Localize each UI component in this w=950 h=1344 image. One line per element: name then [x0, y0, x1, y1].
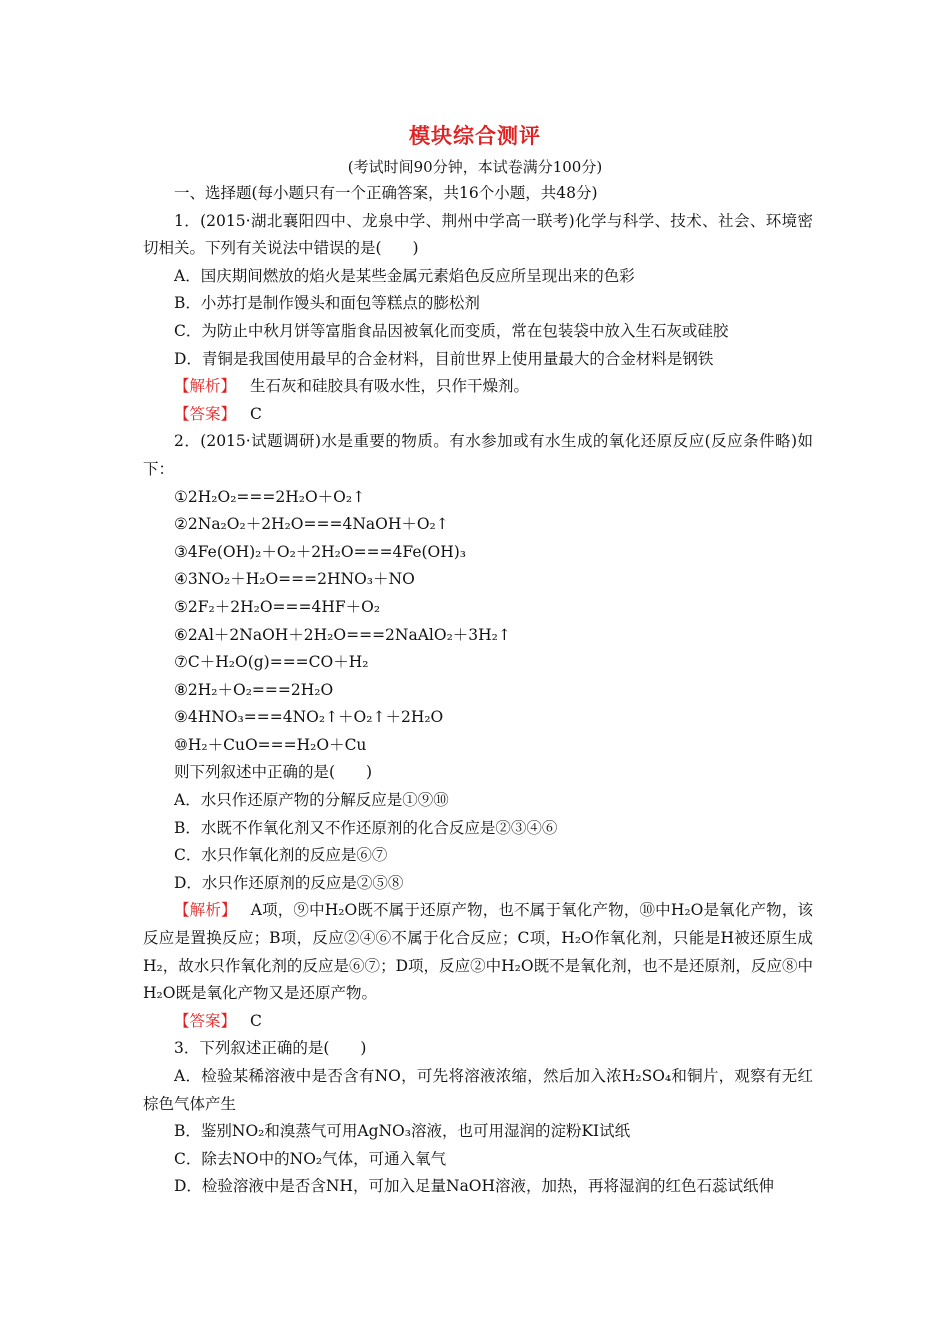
- q2-reaction-6: ⑥2Al＋2NaOH＋2H₂O===2NaAlO₂＋3H₂↑: [174, 625, 511, 644]
- q1-option-b: B．小苏打是制作馒头和面包等糕点的膨松剂: [174, 294, 480, 313]
- q1-option-d: D．青铜是我国使用最早的合金材料，目前世界上使用量最大的合金材料是钢铁: [174, 349, 714, 368]
- q2-stem: 2．(2015·试题调研)水是重要的物质。有水参加或有水生成的氧化还原反应(反应条件略)如下：: [143, 432, 813, 478]
- q2-option-d: D．水只作还原剂的反应是②⑤⑧: [174, 873, 404, 892]
- page-title: 模块综合测评: [409, 123, 541, 148]
- analysis-tag: 【解析】: [174, 901, 237, 920]
- q2-analysis-text: A项，⑨中H₂O既不属于还原产物，也不属于氧化产物，⑩中H₂O是氧化产物，该反应是置换反应；B项，反应②④⑥不属于化合反应；C项，H₂O作氧化剂，只能是H被还原生成H₂，故水只作氧化剂的反应是⑥⑦；D项，反应②中H₂O既不是氧化剂，也不是还原剂，反应⑧中H₂O既是氧化产物又是还原产物。: [143, 901, 813, 1003]
- section-heading: 一、选择题(每小题只有一个正确答案，共16个小题，共48分): [174, 184, 598, 202]
- q2-reaction-10: ⑩H₂＋CuO===H₂O＋Cu: [174, 735, 367, 754]
- exam-info: (考试时间90分钟，本试卷满分100分): [347, 158, 603, 176]
- q3-stem: 3．下列叙述正确的是( ): [174, 1039, 367, 1058]
- answer-tag: 【答案】: [174, 404, 237, 423]
- document-body: [143, 180, 813, 1201]
- q1-stem: 1．(2015·湖北襄阳四中、龙泉中学、荆州中学高一联考)化学与科学、技术、社会、环境密切相关。下列有关说法中错误的是( ): [143, 211, 813, 258]
- q2-option-c: C．水只作氧化剂的反应是⑥⑦: [174, 846, 388, 865]
- q2-analysis: [143, 897, 813, 1007]
- q2-reaction-5: ⑤2F₂＋2H₂O===4HF＋O₂: [174, 597, 381, 616]
- q3-option-d: D．检验溶液中是否含NH，可加入足量NaOH溶液，加热，再将湿润的红色石蕊试纸伸: [174, 1177, 775, 1196]
- q1-answer-value: C: [250, 404, 262, 423]
- q1-answer: [143, 401, 813, 429]
- answer-tag: 【答案】: [174, 1011, 237, 1030]
- q1-analysis: [143, 373, 813, 401]
- q2-answer-value: C: [250, 1011, 262, 1030]
- q2-reaction-2: ②2Na₂O₂＋2H₂O===4NaOH＋O₂↑: [174, 515, 449, 534]
- q1-option-c: C．为防止中秋月饼等富脂食品因被氧化而变质，常在包装袋中放入生石灰或硅胶: [174, 321, 729, 340]
- q1-analysis-text: 生石灰和硅胶具有吸水性，只作干燥剂。: [250, 377, 530, 396]
- q2-option-b: B．水既不作氧化剂又不作还原剂的化合反应是②③④⑥: [174, 818, 558, 837]
- q3-option-b: B．鉴别NO₂和溴蒸气可用AgNO₃溶液，也可用湿润的淀粉KI试纸: [174, 1122, 631, 1141]
- q3-option-a: A．检验某稀溶液中是否含有NO，可先将溶液浓缩，然后加入浓H₂SO₄和铜片，观察有无红棕色气体产生: [143, 1067, 813, 1113]
- analysis-tag: 【解析】: [174, 377, 237, 396]
- q2-reaction-9: ⑨4HNO₃===4NO₂↑＋O₂↑＋2H₂O: [174, 708, 444, 727]
- q2-option-a: A．水只作还原产物的分解反应是①⑨⑩: [174, 791, 449, 810]
- q2-reaction-7: ⑦C＋H₂O(g)===CO＋H₂: [174, 653, 369, 672]
- q2-reaction-4: ④3NO₂＋H₂O===2HNO₃＋NO: [174, 570, 415, 589]
- q2-reaction-8: ⑧2H₂＋O₂===2H₂O: [174, 680, 334, 699]
- q3-option-c: C．除去NO中的NO₂气体，可通入氧气: [174, 1149, 447, 1168]
- q2-reaction-1: ①2H₂O₂===2H₂O＋O₂↑: [174, 487, 366, 506]
- q1-option-a: A．国庆期间燃放的焰火是某些金属元素焰色反应所呈现出来的色彩: [174, 266, 635, 285]
- q2-answer: [143, 1008, 813, 1036]
- q2-reaction-3: ③4Fe(OH)₂＋O₂＋2H₂O===4Fe(OH)₃: [174, 542, 467, 561]
- q2-question: 则下列叙述中正确的是( ): [174, 763, 373, 782]
